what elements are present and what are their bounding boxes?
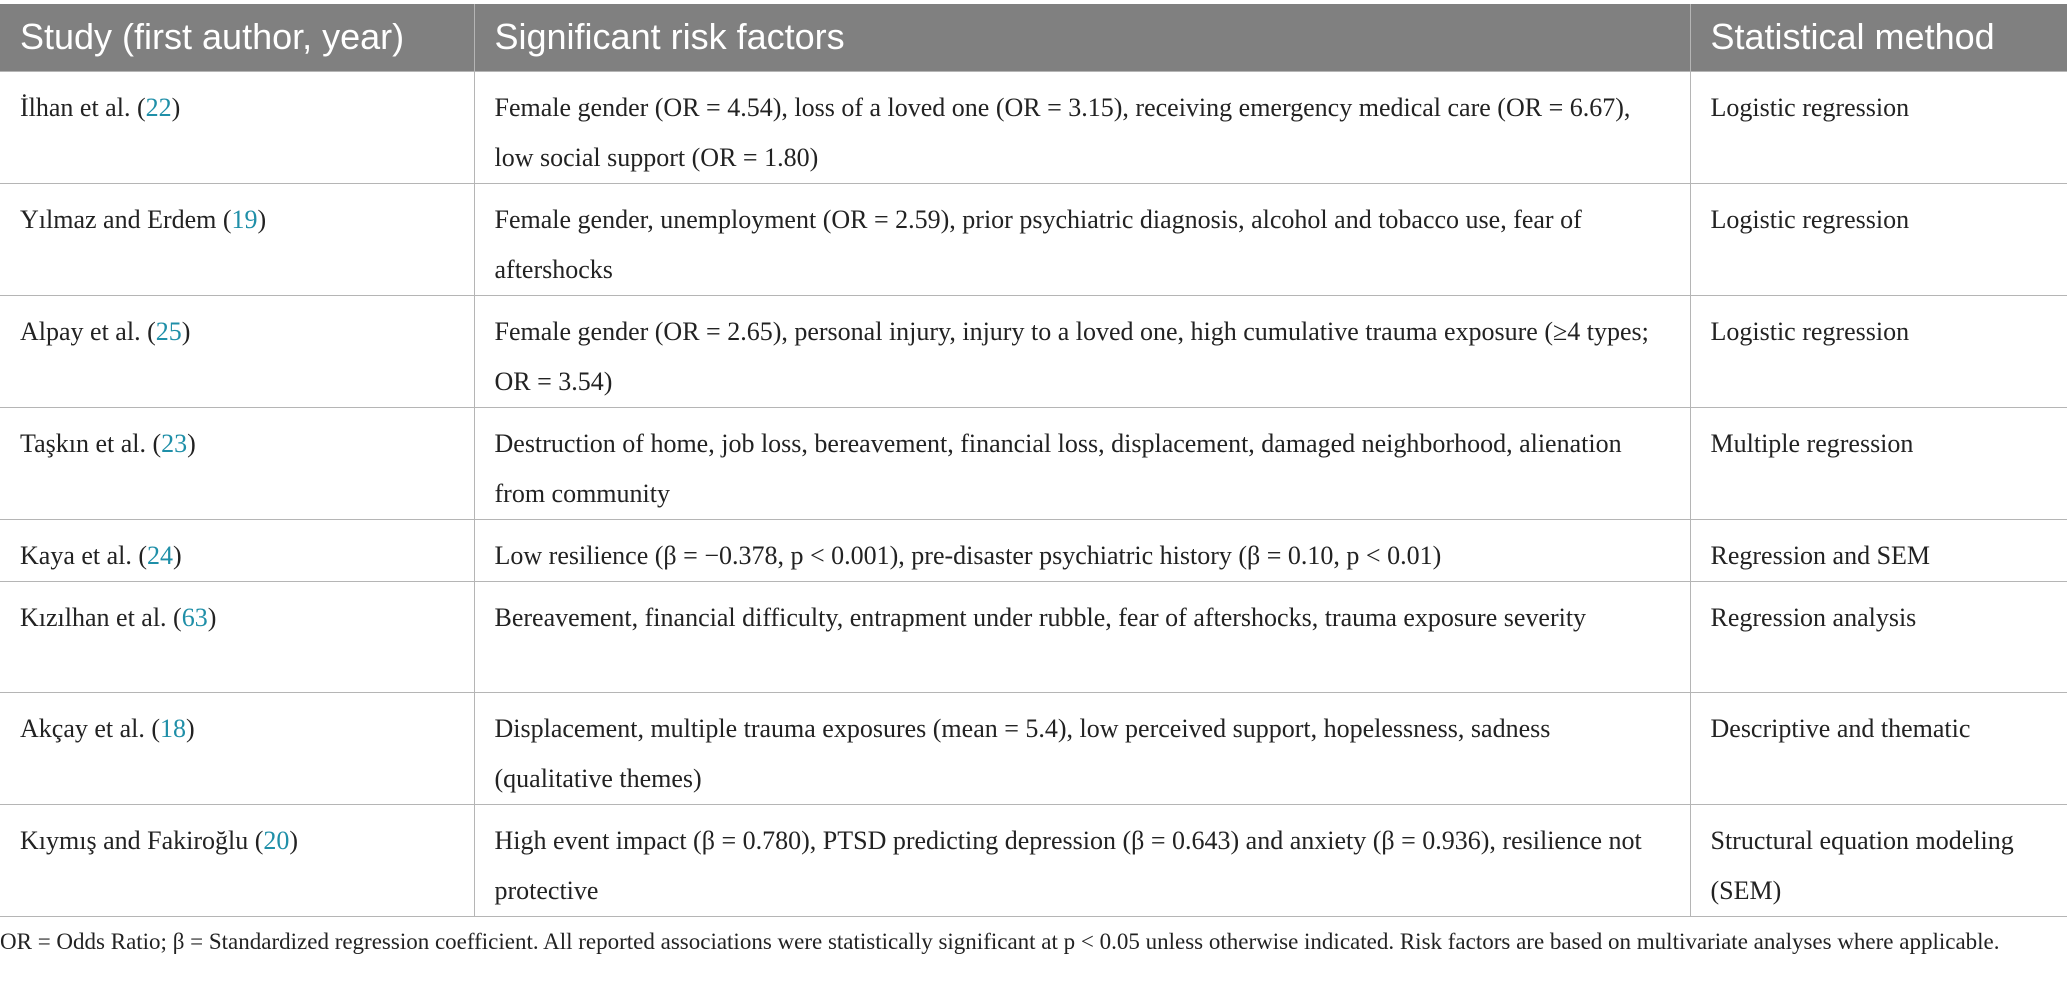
citation-link[interactable]: 20 <box>263 825 290 855</box>
author-text: İlhan et al. ( <box>20 92 146 122</box>
author-text: Kıymış and Fakiroğlu ( <box>20 825 264 855</box>
study-cell <box>0 183 474 295</box>
table-footnote: OR = Odds Ratio; β = Standardized regression coefficient. All reported associations were statistically significant at p < 0.05 unless otherwise indicated. Risk factors are based on multivariate analyses where applicable. <box>0 929 2000 954</box>
citation-link[interactable]: 19 <box>231 204 258 234</box>
paren-close: ) <box>207 602 217 632</box>
citation-link[interactable]: 23 <box>161 428 188 458</box>
citation-link[interactable]: 22 <box>145 92 172 122</box>
paren-close: ) <box>289 825 299 855</box>
risk-factors-cell: Displacement, multiple trauma exposures (mean = 5.4), low perceived support, hopelessness, sadness (qualitative themes) <box>474 692 1690 804</box>
author-text: Alpay et al. ( <box>20 316 156 346</box>
header-row <box>0 4 2067 71</box>
table-row <box>0 581 2067 692</box>
author-text: Kızılhan et al. ( <box>20 602 182 632</box>
risk-factors-cell: Destruction of home, job loss, bereavement, financial loss, displacement, damaged neighborhood, alienation from community <box>474 407 1690 519</box>
table-row <box>0 295 2067 407</box>
study-cell <box>0 581 474 692</box>
table-row <box>0 407 2067 519</box>
risk-factors-cell: Low resilience (β = −0.378, p < 0.001), pre-disaster psychiatric history (β = 0.10, p < 0.01) <box>474 519 1690 581</box>
risk-factors-table <box>0 4 2067 917</box>
risk-factors-cell: Female gender (OR = 2.65), personal injury, injury to a loved one, high cumulative trauma exposure (≥4 types; OR = 3.54) <box>474 295 1690 407</box>
header-risk-factors: Significant risk factors <box>474 4 1690 71</box>
method-cell: Regression analysis <box>1690 581 2067 692</box>
author-text: Akçay et al. ( <box>20 713 161 743</box>
paren-close: ) <box>171 92 181 122</box>
paren-close: ) <box>186 713 195 743</box>
paren-close: ) <box>173 540 182 570</box>
study-cell <box>0 804 474 916</box>
risk-factors-cell: High event impact (β = 0.780), PTSD predicting depression (β = 0.643) and anxiety (β = 0.936), resilience not protective <box>474 804 1690 916</box>
risk-factors-cell: Female gender, unemployment (OR = 2.59), prior psychiatric diagnosis, alcohol and tobacco use, fear of aftershocks <box>474 183 1690 295</box>
citation-link[interactable]: 25 <box>155 316 182 346</box>
method-cell: Logistic regression <box>1690 183 2067 295</box>
paren-close: ) <box>187 428 196 458</box>
risk-factors-cell: Female gender (OR = 4.54), loss of a loved one (OR = 3.15), receiving emergency medical care (OR = 6.67), low social support (OR = 1.80) <box>474 71 1690 183</box>
method-cell: Logistic regression <box>1690 71 2067 183</box>
author-text: Kaya et al. ( <box>20 540 148 570</box>
table-row <box>0 519 2067 581</box>
author-text: Taşkın et al. ( <box>20 428 162 458</box>
table-row <box>0 804 2067 916</box>
method-cell: Descriptive and thematic <box>1690 692 2067 804</box>
citation-link[interactable]: 18 <box>160 713 187 743</box>
study-cell <box>0 519 474 581</box>
method-cell: Multiple regression <box>1690 407 2067 519</box>
table-body <box>0 71 2067 916</box>
method-cell: Structural equation modeling (SEM) <box>1690 804 2067 916</box>
paren-close: ) <box>181 316 191 346</box>
table-header <box>0 4 2067 71</box>
table-row <box>0 692 2067 804</box>
citation-link[interactable]: 24 <box>147 540 174 570</box>
study-cell <box>0 295 474 407</box>
table-row <box>0 71 2067 183</box>
method-cell: Regression and SEM <box>1690 519 2067 581</box>
table-row <box>0 183 2067 295</box>
risk-factors-cell: Bereavement, financial difficulty, entrapment under rubble, fear of aftershocks, trauma exposure severity <box>474 581 1690 692</box>
author-text: Yılmaz and Erdem ( <box>20 204 232 234</box>
citation-link[interactable]: 63 <box>181 602 208 632</box>
method-cell: Logistic regression <box>1690 295 2067 407</box>
study-cell <box>0 71 474 183</box>
header-study: Study (first author, year) <box>0 4 474 71</box>
study-cell <box>0 692 474 804</box>
paren-close: ) <box>257 204 267 234</box>
study-cell <box>0 407 474 519</box>
header-method: Statistical method <box>1690 4 2067 71</box>
